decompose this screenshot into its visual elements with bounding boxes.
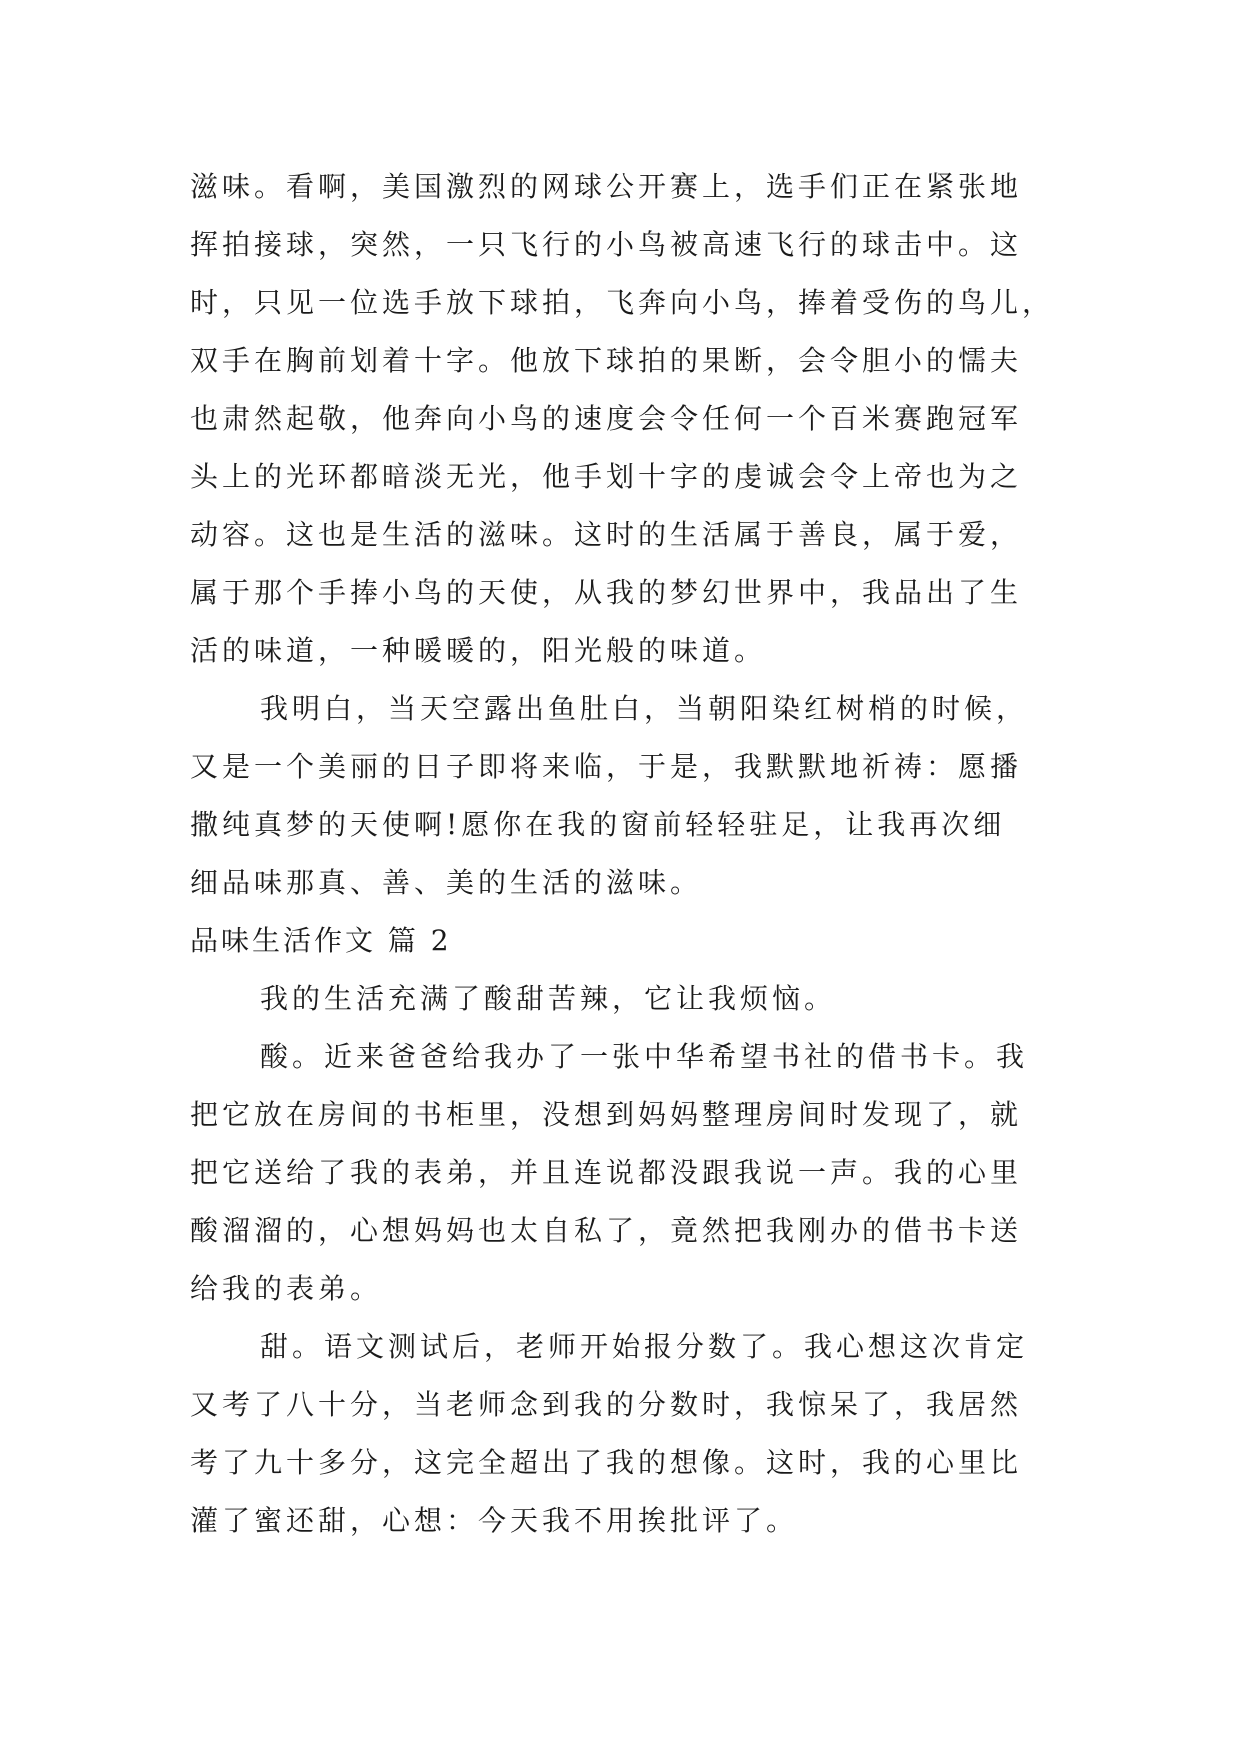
text-line: 属于那个手捧小鸟的天使，从我的梦幻世界中，我品出了生 bbox=[190, 576, 1023, 609]
text-line: 把它放在房间的书柜里，没想到妈妈整理房间时发现了，就 bbox=[190, 1098, 1023, 1131]
text-line: 活的味道，一种暖暖的，阳光般的味道。 bbox=[190, 634, 767, 667]
text-line: 撒纯真梦的天使啊!愿你在我的窗前轻轻驻足，让我再次细 bbox=[190, 808, 1006, 841]
text-line: 时，只见一位选手放下球拍，飞奔向小鸟，捧着受伤的鸟儿， bbox=[190, 286, 1055, 319]
text-line: 滋味。看啊，美国激烈的网球公开赛上，选手们正在紧张地 bbox=[190, 170, 1023, 203]
text-line: 挥拍接球，突然，一只飞行的小鸟被高速飞行的球击中。这 bbox=[190, 228, 1023, 261]
text-line: 考了九十多分，这完全超出了我的想像。这时，我的心里比 bbox=[190, 1446, 1023, 1479]
text-line: 又是一个美丽的日子即将来临，于是，我默默地祈祷：愿播 bbox=[190, 750, 1023, 783]
text-line: 灌了蜜还甜，心想：今天我不用挨批评了。 bbox=[190, 1504, 799, 1537]
text-line: 甜。语文测试后，老师开始报分数了。我心想这次肯定 bbox=[260, 1330, 1029, 1363]
text-line: 我的生活充满了酸甜苦辣，它让我烦恼。 bbox=[260, 982, 837, 1015]
text-line: 又考了八十分，当老师念到我的分数时，我惊呆了，我居然 bbox=[190, 1388, 1023, 1421]
text-line: 酸。近来爸爸给我办了一张中华希望书社的借书卡。我 bbox=[260, 1040, 1029, 1073]
text-line: 给我的表弟。 bbox=[190, 1272, 383, 1305]
text-line: 细品味那真、善、美的生活的滋味。 bbox=[190, 866, 703, 899]
section-heading: 品味生活作文 篇 2 bbox=[190, 924, 452, 957]
text-line: 头上的光环都暗淡无光，他手划十字的虔诚会令上帝也为之 bbox=[190, 460, 1023, 493]
text-line: 也肃然起敬，他奔向小鸟的速度会令任何一个百米赛跑冠军 bbox=[190, 402, 1023, 435]
text-line: 双手在胸前划着十字。他放下球拍的果断，会令胆小的懦夫 bbox=[190, 344, 1023, 377]
text-line: 把它送给了我的表弟，并且连说都没跟我说一声。我的心里 bbox=[190, 1156, 1023, 1189]
text-line: 我明白，当天空露出鱼肚白，当朝阳染红树梢的时候， bbox=[260, 692, 1029, 725]
text-line: 动容。这也是生活的滋味。这时的生活属于善良，属于爱， bbox=[190, 518, 1023, 551]
text-line: 酸溜溜的，心想妈妈也太自私了，竟然把我刚办的借书卡送 bbox=[190, 1214, 1023, 1247]
document-body bbox=[190, 158, 1060, 1550]
